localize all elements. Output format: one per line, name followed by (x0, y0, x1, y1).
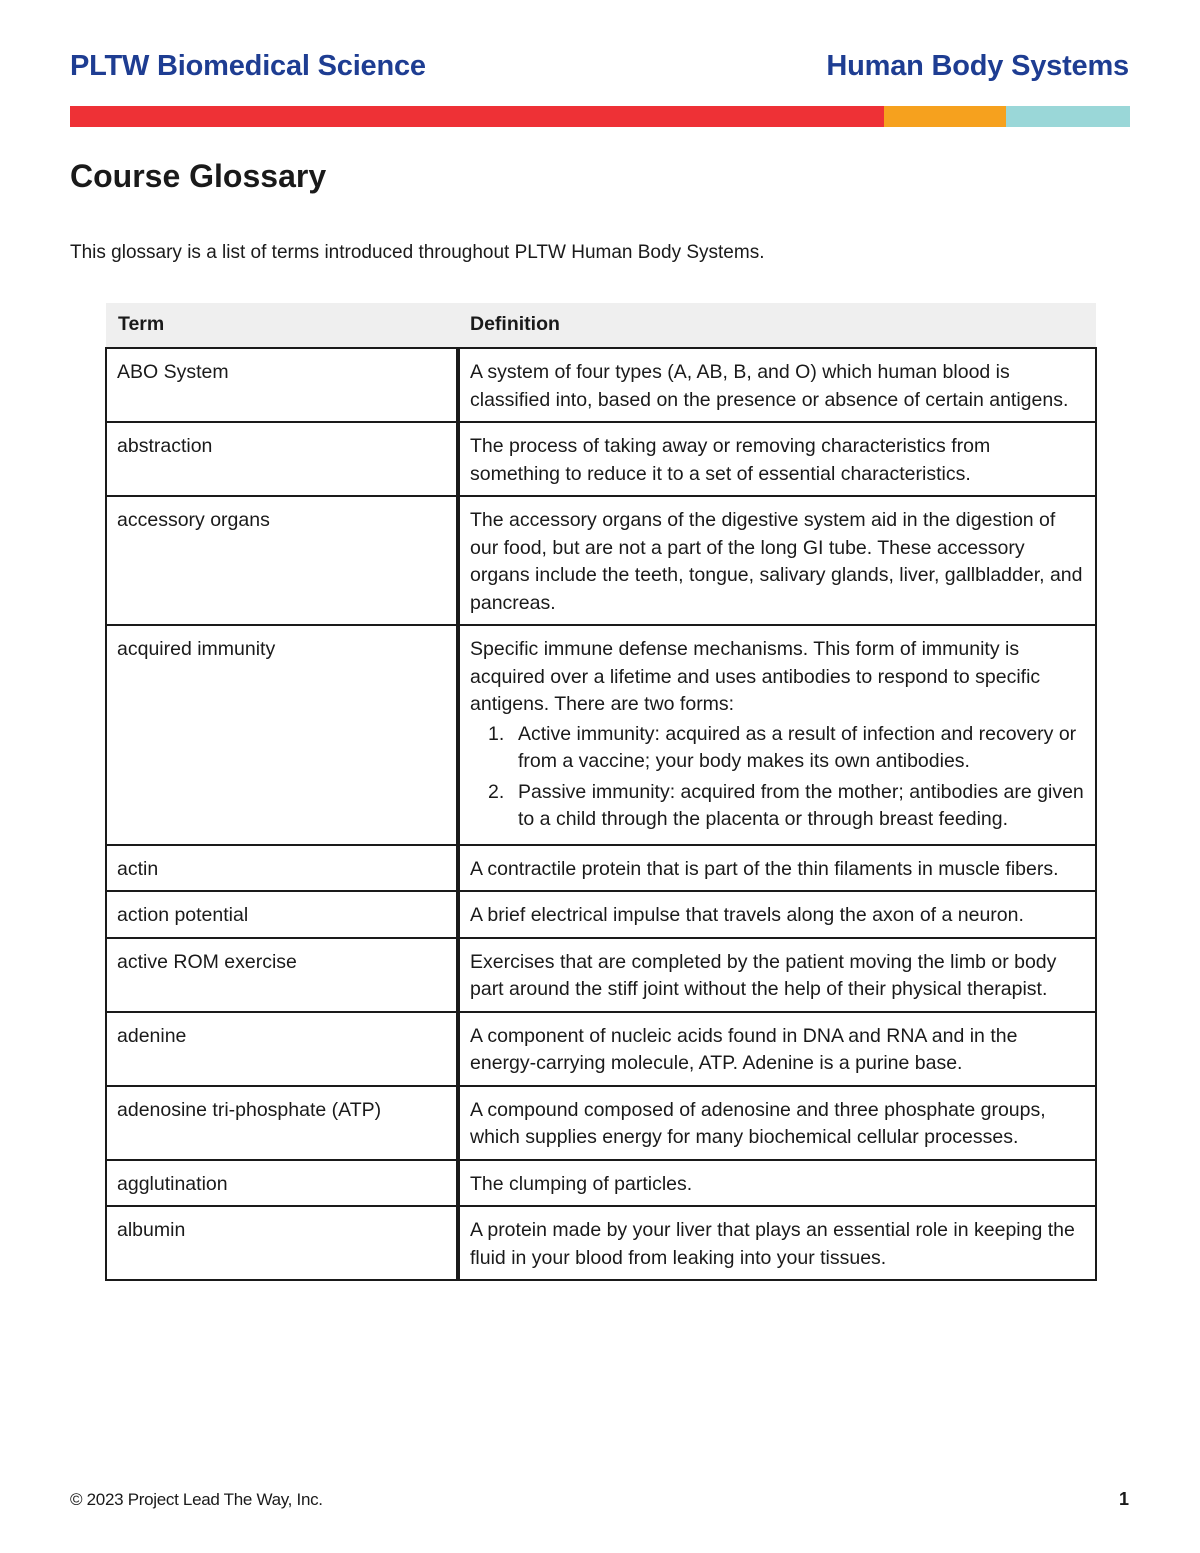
glossary-table (105, 303, 1097, 1281)
glossary-definition (458, 348, 1096, 422)
header-color-bar (70, 106, 1130, 127)
color-bar-teal-segment (1006, 106, 1130, 127)
glossary-term: agglutination (106, 1160, 458, 1207)
table-row (106, 422, 1096, 496)
list-item-text: Active immunity: acquired as a result of infection and recovery or from a vaccine; your body makes its own antibodies. (518, 722, 1077, 772)
table-row (106, 1086, 1096, 1160)
definition-text: A compound composed of adenosine and three phosphate groups, which supplies energy for many biochemical cellular processes. (470, 1098, 1046, 1148)
color-bar-red-segment (70, 106, 884, 127)
glossary-term: abstraction (106, 422, 458, 496)
table-row (106, 348, 1096, 422)
definition-text: A protein made by your liver that plays an essential role in keeping the fluid in your blood from leaking into your tissues. (470, 1219, 1075, 1269)
definition-text: A brief electrical impulse that travels along the axon of a neuron. (470, 904, 1024, 926)
footer-copyright: © 2023 Project Lead The Way, Inc. (70, 1490, 323, 1509)
list-item-number: 2. (488, 780, 505, 803)
definition-list-item (488, 779, 1085, 834)
column-header-definition: Definition (458, 303, 1096, 348)
glossary-definition (458, 422, 1096, 496)
table-row (106, 938, 1096, 1012)
color-bar-orange-segment (884, 106, 1006, 127)
list-item-text: Passive immunity: acquired from the mother; antibodies are given to a child through the placenta or through breast feeding. (518, 780, 1084, 830)
definition-text: A system of four types (A, AB, B, and O) which human blood is classified into, based on the presence or absence of certain antigens. (470, 361, 1069, 411)
definition-text: Specific immune defense mechanisms. This form of immunity is acquired over a lifetime and uses antibodies to respond to specific antigens. There are two forms: (470, 638, 1041, 715)
header-unit-name: Human Body Systems (826, 50, 1129, 82)
glossary-body (106, 348, 1096, 1280)
glossary-definition (458, 891, 1096, 938)
definition-text: Exercises that are completed by the patient moving the limb or body part around the stiff joint without the help of their physical therapist. (470, 950, 1057, 1000)
definition-list-item (488, 721, 1085, 776)
definition-text: The clumping of particles. (470, 1172, 693, 1195)
table-row (106, 891, 1096, 938)
table-row (106, 496, 1096, 625)
glossary-term: ABO System (106, 348, 458, 422)
glossary-term: accessory organs (106, 496, 458, 625)
definition-text: A component of nucleic acids found in DNA and RNA and in the energy-carrying molecule, ATP. Adenine is a purine base. (470, 1024, 1018, 1074)
page-title: Course Glossary (70, 158, 327, 194)
list-item-number: 1. (488, 722, 505, 745)
glossary-term: adenosine tri-phosphate (ATP) (106, 1086, 458, 1160)
table-row (106, 625, 1096, 845)
table-row (106, 1206, 1096, 1280)
definition-list (470, 721, 1085, 834)
table-row (106, 1012, 1096, 1086)
glossary-definition (458, 1012, 1096, 1086)
footer-page-number: 1 (1118, 1489, 1129, 1509)
glossary-definition (458, 496, 1096, 625)
definition-text: A contractile protein that is part of the thin filaments in muscle fibers. (470, 857, 1059, 880)
glossary-term: active ROM exercise (106, 938, 458, 1012)
table-row (106, 1160, 1096, 1207)
glossary-term: albumin (106, 1206, 458, 1280)
glossary-definition (458, 1160, 1096, 1207)
column-header-term: Term (106, 303, 458, 348)
definition-text: The accessory organs of the digestive system aid in the digestion of our food, but are not a part of the long GI tube. These accessory organs include the teeth, tongue, salivary glands, liver, gallbladder, and pancreas. (470, 509, 1083, 614)
header-course-name: PLTW Biomedical Science (70, 50, 426, 82)
glossary-header-row (106, 303, 1096, 348)
table-row (106, 845, 1096, 892)
intro-text: This glossary is a list of terms introduced throughout PLTW Human Body Systems. (70, 242, 765, 263)
glossary-term: acquired immunity (106, 625, 458, 845)
glossary-definition (458, 625, 1096, 845)
definition-text: The process of taking away or removing characteristics from something to reduce it to a set of essential characteristics. (470, 435, 991, 485)
glossary-term: actin (106, 845, 458, 892)
glossary-definition (458, 1206, 1096, 1280)
glossary-definition (458, 938, 1096, 1012)
glossary-definition (458, 845, 1096, 892)
glossary-term: action potential (106, 891, 458, 938)
glossary-definition (458, 1086, 1096, 1160)
glossary-term: adenine (106, 1012, 458, 1086)
